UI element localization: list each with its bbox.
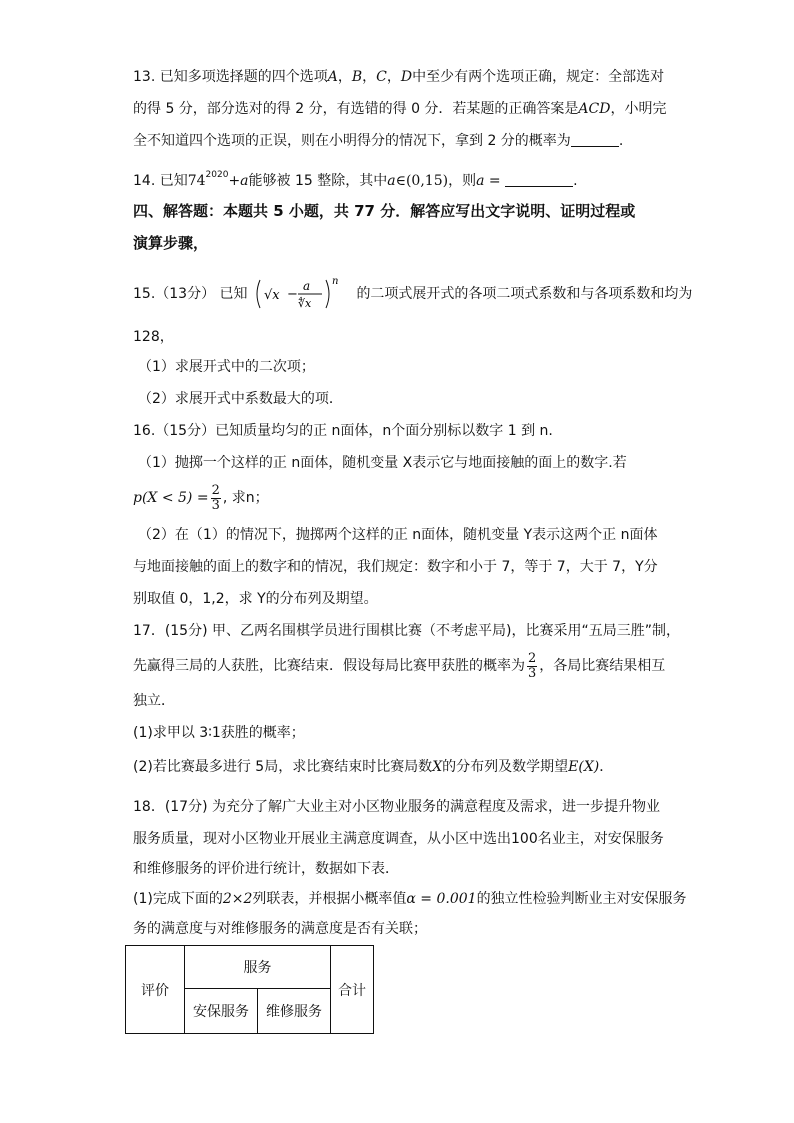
base-74: 74: [187, 173, 206, 189]
q16-line3: [133, 480, 693, 516]
q15-line1: [133, 276, 693, 310]
q18-text: (1)完成下面的: [133, 891, 223, 907]
q17-text: ，各局比赛结果相互: [539, 658, 666, 674]
q18-line1: 18．(17分) 为充分了解广大业主对小区物业服务的满意程度及需求，进一步提升物业: [133, 799, 661, 815]
q13-line2: [133, 98, 693, 120]
q17-text: (2)若比赛最多进行 5局，求比赛结束时比赛局数: [133, 759, 433, 775]
fraction-numerator: 2: [528, 650, 537, 666]
q16-line4: （2）在（1）的情况下，抛掷两个这样的正 n面体，随机变量 Y表示这两个正 n面体: [138, 527, 658, 543]
minus-sign: −: [286, 287, 298, 302]
expectation-ex: E(X): [568, 759, 600, 775]
dims-2x2: 2×2: [222, 891, 253, 907]
exponent-2020: 2020: [205, 170, 229, 180]
power-n: n: [331, 276, 339, 287]
q14-text: 能够被 15 整除，其中: [248, 173, 388, 189]
contingency-table: [125, 945, 374, 1034]
plus-a: +a: [228, 173, 249, 189]
q18-line5: 务的满意度与对维修服务的满意度是否有关联；: [133, 921, 427, 937]
q13-text: 的得 5 分，部分选对的得 2 分，有选错的得 0 分．若某题的正确答案是: [133, 101, 579, 117]
var-a-eq: a =: [476, 173, 501, 189]
option-b: B: [351, 69, 363, 85]
q16-line5: 与地面接触的面上的数字和的情况，我们规定：数字和小于 7，等于 7，大于 7，Y分: [133, 559, 658, 575]
q16-line2: （1）抛掷一个这样的正 n面体，随机变量 X表示它与地面接触的面上的数字.若: [138, 455, 627, 471]
q18-line2: 服务质量，现对小区物业开展业主满意度调查，从小区中选出100名业主，对安保服务: [133, 831, 664, 847]
comma: ，: [362, 69, 377, 85]
header-repair-service: 维修服务: [258, 989, 331, 1034]
q17-part2: [133, 756, 693, 778]
alpha-value: α = 0.001: [406, 891, 477, 907]
q17-line1: 17．(15分) 甲、乙两名围棋学员进行围棋比赛（不考虑平局)，比赛采用“五局三胜”制，: [133, 623, 680, 639]
header-service: 服务: [185, 946, 331, 989]
fraction-denominator: 3: [528, 665, 537, 681]
q16-text: , 求n；: [222, 490, 269, 506]
q17-line3: 独立．: [133, 693, 175, 709]
q18-text: 的独立性检验判断业主对安保服务: [476, 891, 687, 907]
q17-text: 先赢得三局的人获胜，比赛结束．假设每局比赛甲获胜的概率为: [133, 658, 525, 674]
q16-line6: 别取值 0，1,2，求 Y的分布列及期望。: [133, 591, 378, 607]
fraction-denominator: 3: [211, 497, 220, 513]
section-heading-line2: 演算步骤，: [133, 234, 209, 252]
q18-line3: 和维修服务的评价进行统计，数据如下表．: [133, 861, 399, 877]
q14-text: ，则: [448, 173, 477, 189]
q13-text: 全不知道四个选项的正误，则在小明得分的情况下，拿到 2 分的概率为: [133, 133, 571, 149]
q18-text: 列联表，并根据小概率值: [252, 891, 407, 907]
comma: ，: [337, 69, 352, 85]
answer-blank[interactable]: [571, 132, 619, 147]
q14-line: [133, 164, 693, 192]
interval: ∈(0,15): [395, 173, 449, 189]
q18-line4: [133, 888, 693, 910]
q17-part1: (1)求甲以 3∶1获胜的概率；: [133, 725, 305, 741]
q15-part1: （1）求展开式中的二次项；: [138, 359, 315, 375]
q15-text: 的二项式展开式的各项二项式系数和与各项系数和均为: [356, 286, 693, 302]
q17-line2: [133, 648, 693, 684]
period: .: [618, 133, 624, 149]
period: ．: [599, 759, 614, 775]
period: .: [573, 173, 578, 189]
fraction-numerator: 2: [211, 482, 220, 498]
var-a: a: [387, 173, 396, 189]
answer-acd: ACD: [578, 101, 611, 117]
q15-line2: 128，: [133, 329, 174, 345]
q13-text: ，小明完: [610, 101, 667, 117]
denominator: ∜x: [297, 297, 312, 310]
q13-text: 中至少有两个选项正确，规定：全部选对: [412, 69, 665, 85]
q14-text: 14. 已知: [133, 173, 188, 189]
q16-line1: 16.（15分）已知质量均匀的正 n面体，n个面分别标以数字 1 到 n.: [133, 423, 553, 439]
q15-text: 15.（13分） 已知: [133, 286, 248, 302]
header-security-service: 安保服务: [185, 989, 258, 1034]
fraction-2-3: [211, 484, 221, 513]
option-d: D: [400, 69, 413, 85]
table-row: [126, 946, 374, 989]
probability-expression: p(X < 5) =: [133, 490, 209, 506]
header-evaluation: 评价: [126, 946, 185, 1034]
answer-blank[interactable]: [505, 172, 573, 187]
comma: ，: [386, 69, 401, 85]
q13-line3: [133, 130, 693, 152]
q13-text: 13. 已知多项选择题的四个选项: [133, 69, 328, 85]
option-c: C: [376, 69, 387, 85]
sqrt-x: √x: [263, 288, 280, 303]
q17-text: 的分布列及数学期望: [442, 759, 569, 775]
option-a: A: [327, 69, 338, 85]
header-total: 合计: [331, 946, 374, 1034]
binomial-expression: [252, 276, 352, 312]
q15-part2: （2）求展开式中系数最大的项．: [138, 391, 343, 407]
var-x: X: [432, 759, 443, 775]
fraction-2-3: [527, 652, 537, 681]
numerator-a: a: [302, 279, 311, 293]
q13-line1: [133, 66, 693, 88]
section-heading-line1: 四、解答题：本题共 5 小题，共 77 分．解答应写出文字说明、证明过程或: [133, 202, 636, 220]
